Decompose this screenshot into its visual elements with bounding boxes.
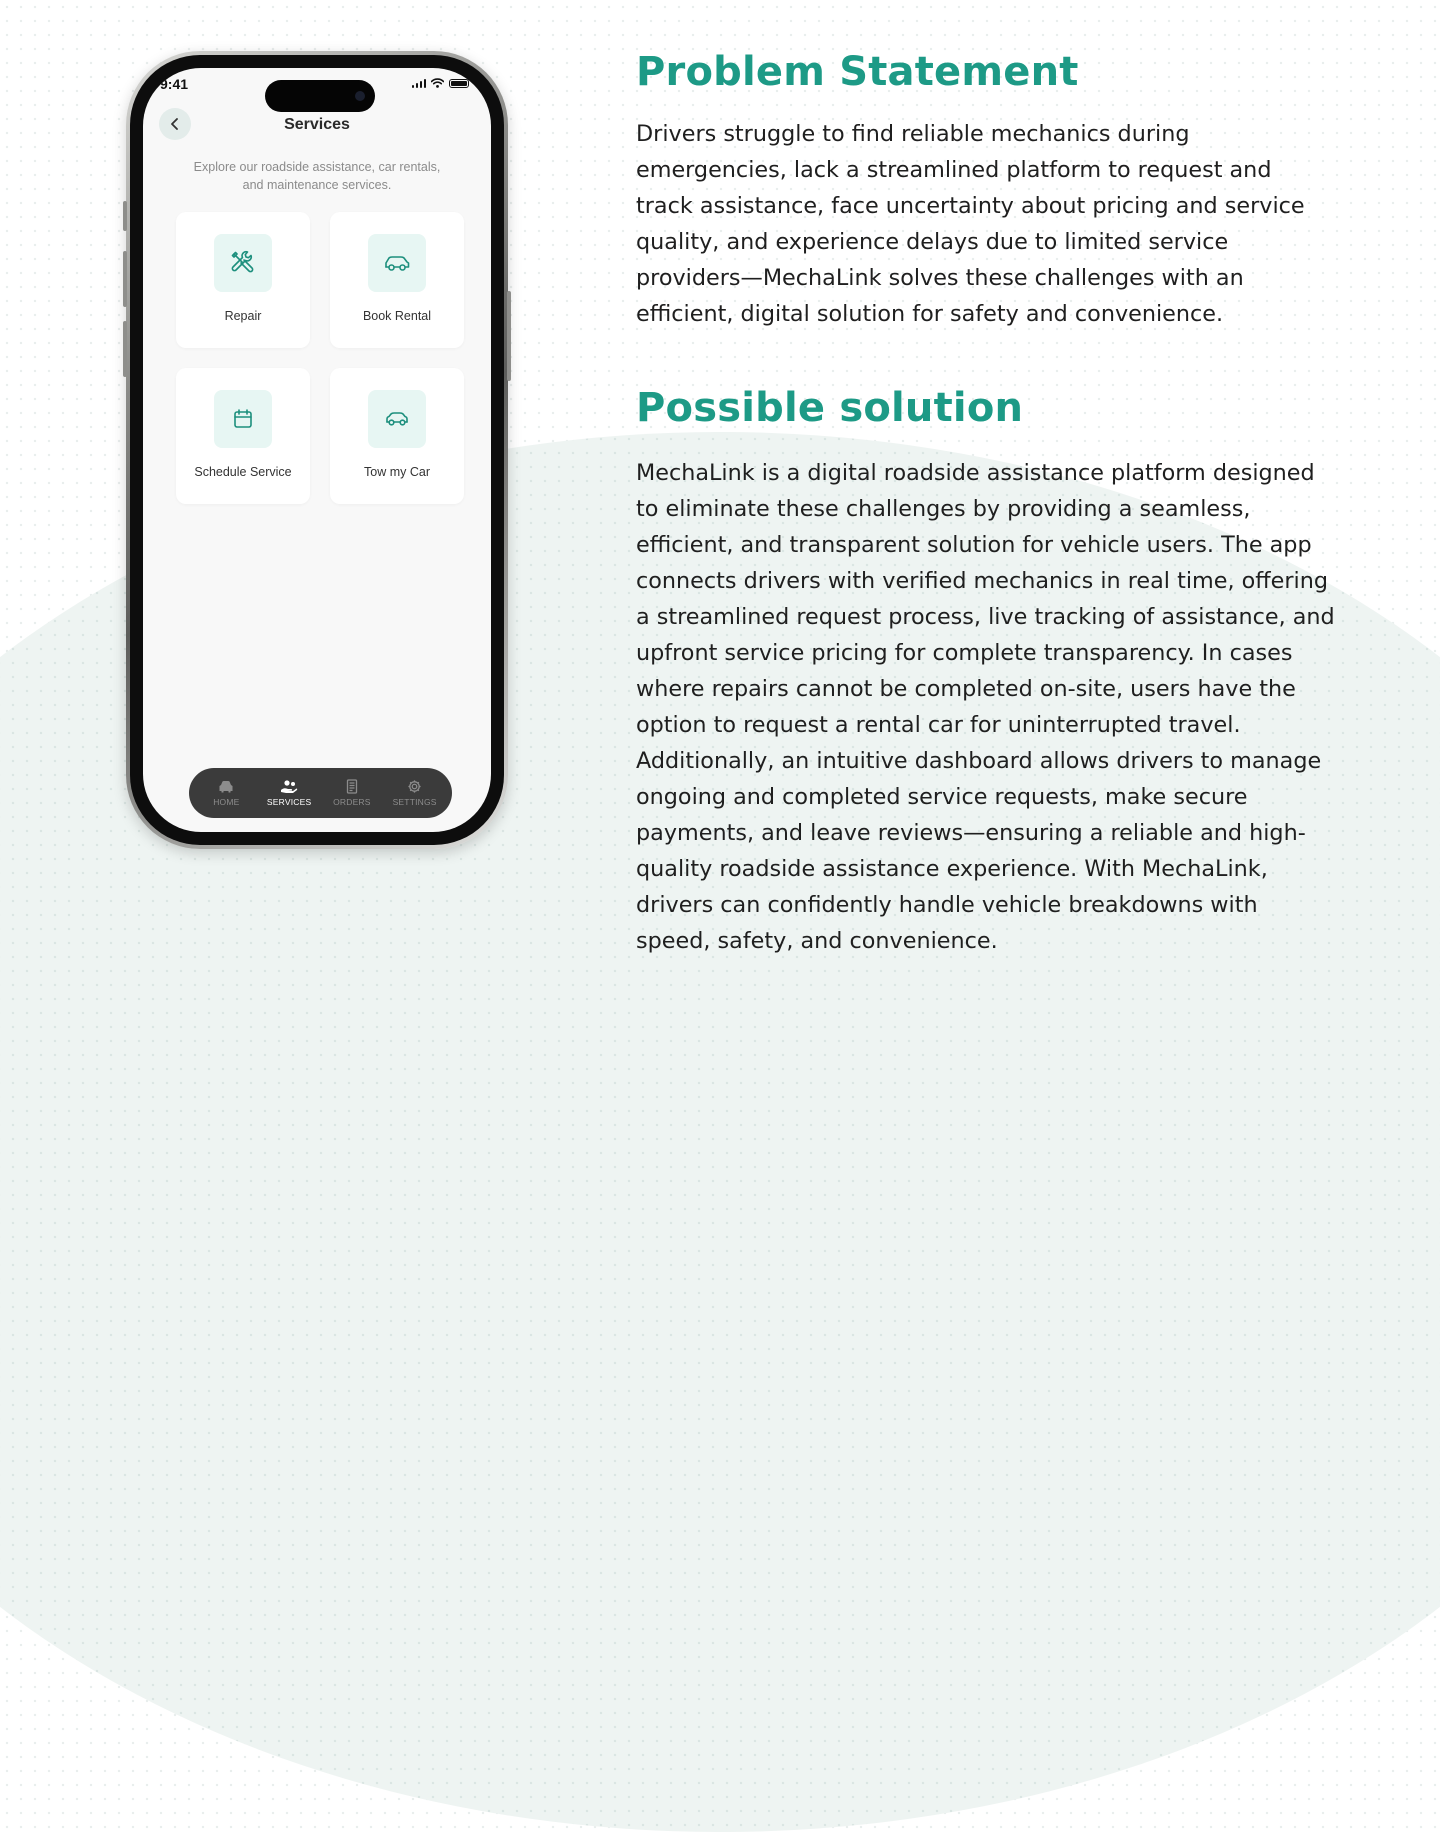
calendar-icon	[214, 390, 272, 448]
camera-icon	[355, 91, 365, 101]
status-icons	[412, 78, 470, 88]
tab-settings[interactable]	[385, 779, 445, 807]
service-card-tow-my-car[interactable]	[330, 368, 464, 504]
tab-label: SERVICES	[266, 796, 312, 807]
phone-bezel	[130, 55, 504, 845]
phone-mockup	[126, 51, 508, 849]
car-front-icon	[218, 780, 234, 794]
bottom-tab-bar	[189, 768, 452, 818]
tab-label: SETTINGS	[392, 797, 437, 807]
service-label: Book Rental	[362, 309, 432, 323]
car-icon	[368, 234, 426, 292]
screen-title: Services	[284, 116, 350, 133]
phone-action-button	[123, 201, 127, 231]
service-card-schedule-service[interactable]	[176, 368, 310, 504]
tab-label: ORDERS	[333, 797, 371, 807]
case-study-text	[636, 46, 1336, 959]
receipt-icon	[345, 779, 359, 794]
tab-label: HOME	[213, 796, 240, 807]
dynamic-island	[265, 80, 375, 112]
signal-icon	[412, 78, 427, 88]
gear-icon	[407, 779, 422, 794]
phone-volume-up	[123, 251, 127, 307]
status-time: 9:41	[160, 76, 189, 92]
tab-orders[interactable]	[322, 779, 382, 807]
screen-subtitle: Explore our roadside assistance, car rentals, and maintenance services.	[193, 160, 441, 192]
battery-icon	[449, 79, 469, 88]
tab-services[interactable]	[259, 780, 319, 807]
service-label: Tow my Car	[364, 465, 430, 479]
phone-power-button	[507, 291, 511, 381]
service-label: Repair	[224, 309, 262, 323]
solution-body: MechaLink is a digital roadside assistance platform designed to eliminate these challenges by providing a seamless, efficient, and transparent solution for vehicle users. The app connects drivers with verified mechanics in real time, offering a streamlined request process, live tracking of assistance, and upfront service pricing for complete transparency. In cases where repairs cannot be completed on-site, users have the option to request a rental car for uninterrupted travel. Additionally, an intuitive dashboard allows drivers to manage ongoing and completed service requests, make secure payments, and leave reviews—ensuring a reliable and high-quality roadside assistance experience. With MechaLink, drivers can confidently handle vehicle breakdowns with speed, safety, and convenience.	[636, 460, 1335, 954]
tools-icon	[214, 234, 272, 292]
problem-body: Drivers struggle to find reliable mechanics during emergencies, lack a streamlined platform to request and track assistance, face uncertainty about pricing and service quality, and experience delays due to limited service providers—MechaLink solves these challenges with an efficient, digital solution for safety and convenience.	[636, 121, 1305, 327]
tow-car-icon	[368, 390, 426, 448]
service-card-repair[interactable]	[176, 212, 310, 348]
problem-heading: Problem Statement	[636, 49, 1079, 95]
wifi-icon	[431, 78, 444, 88]
phone-volume-down	[123, 321, 127, 377]
services-icon	[280, 780, 298, 794]
service-label: Schedule Service	[194, 465, 292, 479]
tab-home[interactable]	[196, 780, 256, 807]
solution-heading: Possible solution	[636, 385, 1024, 431]
service-card-book-rental[interactable]	[330, 212, 464, 348]
phone-screen	[143, 68, 491, 832]
